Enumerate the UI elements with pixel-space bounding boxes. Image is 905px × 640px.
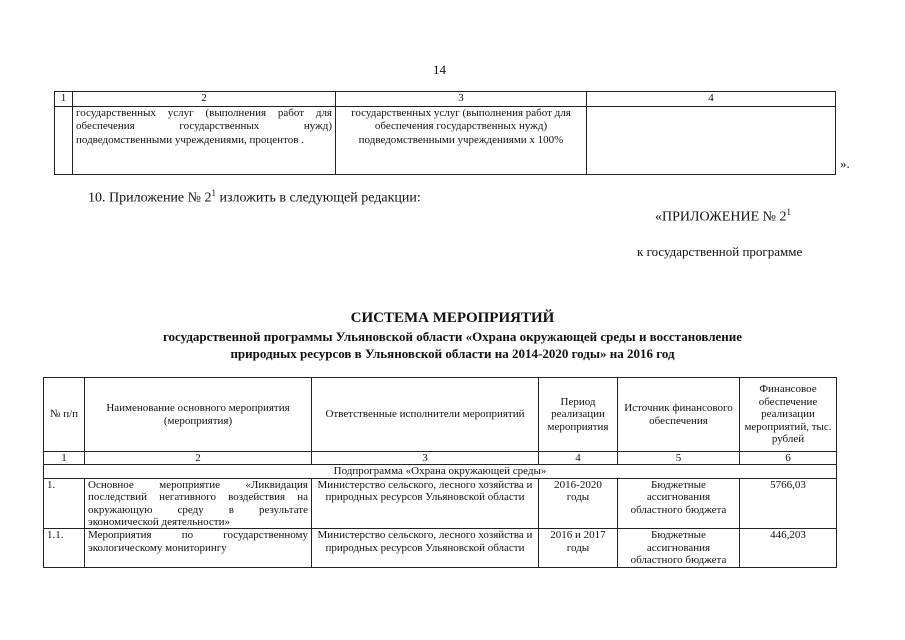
col-number: 6	[740, 452, 837, 465]
header-cell: 1	[55, 92, 73, 107]
header-num: № п/п	[44, 378, 85, 452]
col-number: 3	[312, 452, 539, 465]
header-cell: 2	[73, 92, 336, 107]
amendment-suffix: изложить в следующей редакции:	[216, 190, 421, 206]
row-num: 1.	[44, 478, 85, 529]
row-name: Мероприятия по государственному экологическому мониторингу	[85, 529, 312, 567]
table-row	[44, 529, 837, 567]
row-executor: Министерство сельского, лесного хозяйства и природных ресурсов Ульяновской области	[312, 478, 539, 529]
row-period: 2016 и 2017 годы	[539, 529, 618, 567]
table-cell: государственных услуг (выполнения работ для обеспечения государственных нужд) подведомственными учреждениями х 100%	[336, 106, 587, 174]
annex-sup: 1	[786, 207, 791, 217]
closing-quote: ».	[840, 156, 850, 171]
annex-prefix: «ПРИЛОЖЕНИЕ № 2	[655, 209, 787, 225]
table-cell	[587, 106, 836, 174]
continuation-table	[54, 91, 836, 175]
table-header-row	[44, 378, 837, 452]
subprogram-title: Подпрограмма «Охрана окружающей среды»	[44, 465, 837, 478]
row-executor: Министерство сельского, лесного хозяйства и природных ресурсов Ульяновской области	[312, 529, 539, 567]
header-name: Наименование основного мероприятия (мероприятия)	[85, 378, 312, 452]
table-row	[44, 478, 837, 529]
col-number: 1	[44, 452, 85, 465]
document-subtitle-line2: природных ресурсов в Ульяновской области на 2014-2020 годы» на 2016 год	[230, 346, 675, 361]
amendment-text	[88, 188, 421, 207]
col-number: 2	[85, 452, 312, 465]
header-period: Период реализации мероприятия	[539, 378, 618, 452]
amendment-prefix: 10. Приложение № 2	[88, 190, 212, 206]
amendment-sup: 1	[211, 188, 216, 198]
header-executor: Ответственные исполнители мероприятий	[312, 378, 539, 452]
document-title: СИСТЕМА МЕРОПРИЯТИЙ	[350, 310, 555, 326]
table-cell: государственных услуг (выполнения работ для обеспечения государственных нужд) подведомственными учреждениями, процентов .	[73, 106, 336, 174]
row-source: Бюджетные ассигнования областного бюджета	[618, 478, 740, 529]
row-num: 1.1.	[44, 529, 85, 567]
header-cell: 4	[587, 92, 836, 107]
col-number: 4	[539, 452, 618, 465]
row-name: Основное мероприятие «Ликвидация последствий негативного воздействия на окружающую среду в результате экономической деятельности»	[85, 478, 312, 529]
column-number-row	[44, 452, 837, 465]
annex-heading	[655, 207, 791, 226]
header-source: Источник финансового обеспечения	[618, 378, 740, 452]
table-cell	[55, 106, 73, 174]
header-amount: Финансовое обеспечение реализации мероприятий, тыс. рублей	[740, 378, 837, 452]
measures-table	[43, 377, 837, 568]
table-row	[55, 106, 836, 174]
col-number: 5	[618, 452, 740, 465]
table-header-row	[55, 92, 836, 107]
row-amount: 5766,03	[740, 478, 837, 529]
subprogram-row	[44, 465, 837, 478]
row-source: Бюджетные ассигнования областного бюджета	[618, 529, 740, 567]
row-amount: 446,203	[740, 529, 837, 567]
row-period: 2016-2020 годы	[539, 478, 618, 529]
header-cell: 3	[336, 92, 587, 107]
page-number: 14	[433, 62, 446, 77]
document-subtitle-line1: государственной программы Ульяновской области «Охрана окружающей среды и восстановление	[162, 329, 743, 344]
annex-subtitle: к государственной программе	[637, 244, 803, 259]
